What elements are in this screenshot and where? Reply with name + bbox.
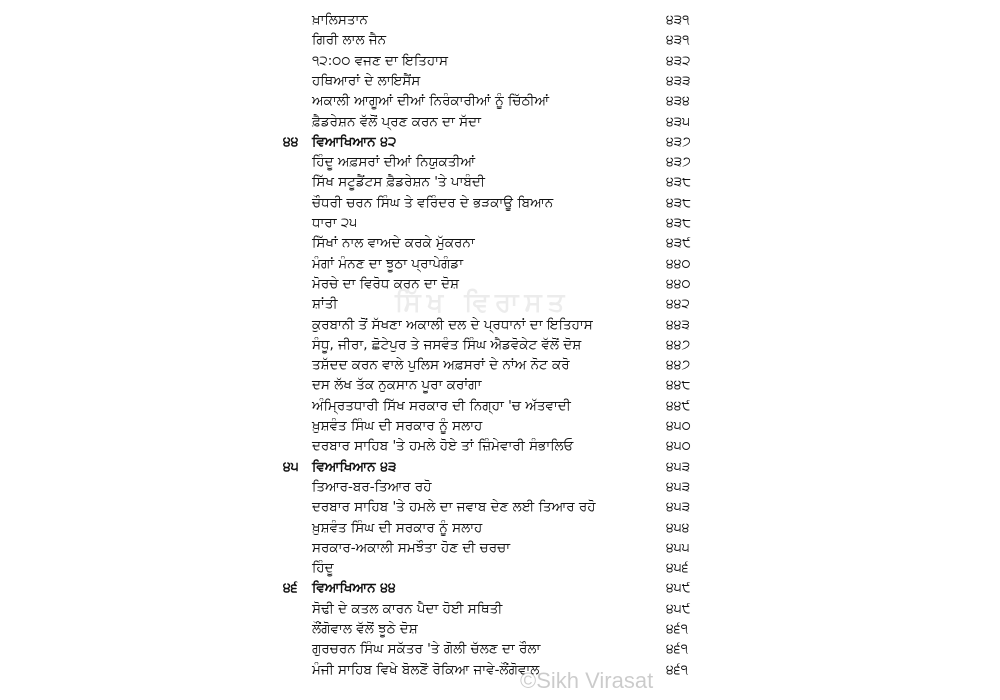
entry-title: ਸ਼ਾਂਤੀ [312, 296, 338, 313]
toc-entry [0, 355, 1000, 375]
page-number: ੪੩੧ [666, 12, 690, 28]
toc-entry [0, 538, 1000, 558]
copyright-notice: ©Sikh Virasat [520, 668, 654, 693]
chapter-number: ੪੬ [283, 580, 298, 597]
toc-entry [0, 375, 1000, 395]
page-number: ੪੫੯ [666, 580, 691, 597]
toc-entry [0, 660, 1000, 680]
toc-entry [0, 10, 1000, 30]
page-number: ੪੩੫ [666, 113, 691, 130]
chapter-title: ਵਿਆਖਿਆਨ ੪੩ [312, 458, 397, 475]
entry-title: ਅਕਾਲੀ ਆਗੂਆਂ ਦੀਆਂ ਨਿਰੰਕਾਰੀਆਂ ਨੂੰ ਚਿੱਠੀਆਂ [312, 93, 550, 110]
toc-entry [0, 213, 1000, 233]
entry-title: ਫ਼ੈਡਰੇਸ਼ਨ ਵੱਲੋਂ ਪ੍ਰਣ ਕਰਨ ਦਾ ਸੱਦਾ [312, 113, 481, 130]
toc-entry [0, 91, 1000, 111]
entry-title: ਸਰਕਾਰ-ਅਕਾਲੀ ਸਮਝੌਤਾ ਹੋਣ ਦੀ ਚਰਚਾ [312, 539, 511, 556]
entry-title: ਲੌਂਗੋਵਾਲ ਵੱਲੋਂ ਝੂਠੇ ਦੋਸ਼ [312, 621, 418, 637]
entry-title: ਸੋਢੀ ਦੇ ਕਤਲ ਕਾਰਨ ਪੈਦਾ ਹੋਈ ਸਥਿਤੀ [312, 600, 503, 617]
entry-title: ਸਿੱਖਾਂ ਨਾਲ ਵਾਅਦੇ ਕਰਕੇ ਮੁੱਕਰਨਾ [312, 235, 475, 252]
page-number: ੪੫੪ [666, 519, 690, 536]
entry-title: ਹਥਿਆਰਾਂ ਦੇ ਲਾਇਸੈਂਸ [312, 72, 421, 89]
page-number: ੪੩੪ [666, 93, 690, 110]
entry-title: ਖ਼ੁਸ਼ਵੰਤ ਸਿੰਘ ਦੀ ਸਰਕਾਰ ਨੂੰ ਸਲਾਹ [312, 519, 483, 536]
entry-title: ਦਰਬਾਰ ਸਾਹਿਬ 'ਤੇ ਹਮਲੇ ਦਾ ਜਵਾਬ ਦੇਣ ਲਈ ਤਿਆਰ ਰਹੋ [312, 499, 596, 516]
toc-entry [0, 335, 1000, 355]
toc-chapter-row [0, 578, 1000, 598]
page-number: ੪੪੦ [666, 255, 691, 272]
toc-entry [0, 396, 1000, 416]
toc-chapter-row [0, 457, 1000, 477]
chapter-title: ਵਿਆਖਿਆਨ ੪੪ [312, 580, 396, 597]
page-number: ੪੪੯ [666, 397, 691, 414]
entry-title: ਦਰਬਾਰ ਸਾਹਿਬ 'ਤੇ ਹਮਲੇ ਹੋਏ ਤਾਂ ਜ਼ਿੰਮੇਵਾਰੀ ਸੰਭਾਲਿਓ [312, 438, 574, 455]
page-number: ੪੩੯ [666, 235, 692, 252]
toc-entry [0, 112, 1000, 132]
page-number: ੪੫੩ [666, 478, 691, 495]
page-number: ੪੫੬ [666, 560, 689, 577]
entry-title: ਹਿੰਦੂ [312, 560, 334, 577]
page-number: ੪੪੭ [666, 336, 691, 353]
page-number: ੪੩੧ [666, 32, 690, 49]
page-number: ੪੬੧ [666, 661, 688, 678]
chapter-number: ੪੫ [283, 458, 299, 475]
toc-entry [0, 436, 1000, 456]
toc-entry [0, 619, 1000, 639]
page-number: ੪੬੧ [666, 621, 688, 637]
page-number: ੪੪੩ [666, 316, 690, 333]
entry-title: ਮੰਜੀ ਸਾਹਿਬ ਵਿਖੇ ਬੋਲਣੋਂ ਰੋਕਿਆ ਜਾਵੇ-ਲੌਂਗੋਵਾਲ [312, 661, 540, 678]
page-number: ੪੩੭ [666, 154, 691, 171]
watermark: ਸਿੱਖ ਵਿਰਾਸਤ [395, 288, 571, 318]
toc-entry [0, 152, 1000, 172]
page-number: ੪੬੧ [666, 641, 688, 658]
page-number: ੪੩੩ [666, 72, 691, 89]
page-number: ੪੫੯ [666, 600, 691, 617]
toc-entry [0, 477, 1000, 497]
toc-entry [0, 71, 1000, 91]
entry-title: ੧੨:੦੦ ਵਜਣ ਦਾ ਇਤਿਹਾਸ [312, 52, 449, 69]
toc-entry [0, 51, 1000, 71]
page-number: ੪੪੮ [666, 377, 691, 394]
entry-title: ਦਸ ਲੱਖ ਤੱਕ ਨੁਕਸਾਨ ਪੂਰਾ ਕਰਾਂਗਾ [312, 377, 482, 394]
entry-title: ਅੰਮ੍ਰਿਤਧਾਰੀ ਸਿੱਖ ਸਰਕਾਰ ਦੀ ਨਿਗ੍ਹਾ 'ਚ ਅੱਤਵਾਦੀ [312, 397, 571, 414]
entry-title: ਸੰਧੂ, ਜੀਰਾ, ਛੋਟੇਪੁਰ ਤੇ ਜਸਵੰਤ ਸਿੰਘ ਐਡਵੋਕੇਟ ਵੱਲੋਂ ਦੋਸ਼ [312, 336, 582, 353]
toc-chapter-row [0, 132, 1000, 152]
toc-entry [0, 254, 1000, 274]
entry-title: ਚੌਧਰੀ ਚਰਨ ਸਿੰਘ ਤੇ ਵਰਿੰਦਰ ਦੇ ਭੜਕਾਊ ਬਿਆਨ [312, 194, 554, 211]
page-number: ੪੪੦ [666, 275, 691, 292]
page-number: ੪੪੭ [666, 357, 691, 374]
page-number: ੪੩੮ [666, 194, 692, 211]
page-number: ੪੫੦ [666, 418, 691, 434]
toc-entry [0, 599, 1000, 619]
entry-title: ਹਿੰਦੂ ਅਫ਼ਸਰਾਂ ਦੀਆਂ ਨਿਯੁਕਤੀਆਂ [312, 154, 476, 171]
entry-title: ਮੋਰਚੇ ਦਾ ਵਿਰੋਧ ਕਰਨ ਦਾ ਦੋਸ਼ [312, 275, 460, 292]
entry-title: ਧਾਰਾ ੨੫ [312, 215, 358, 231]
page-number: ੪੫੫ [666, 539, 690, 556]
toc-entry [0, 30, 1000, 50]
entry-title: ਗੁਰਚਰਨ ਸਿੰਘ ਸਕੱਤਰ 'ਤੇ ਗੋਲੀ ਚੱਲਣ ਦਾ ਰੌਲਾ [312, 641, 541, 658]
entry-title: ਕੁਰਬਾਨੀ ਤੋਂ ਸੱਖਣਾ ਅਕਾਲੀ ਦਲ ਦੇ ਪ੍ਰਧਾਨਾਂ ਦਾ ਇਤਿਹਾਸ [312, 316, 593, 333]
chapter-title: ਵਿਆਖਿਆਨ ੪੨ [312, 133, 397, 150]
chapter-number: ੪੪ [283, 133, 299, 150]
entry-title: ਸਿੱਖ ਸਟੂਡੈਂਟਸ ਫ਼ੈਡਰੇਸ਼ਨ 'ਤੇ ਪਾਬੰਦੀ [312, 174, 485, 191]
toc-entry [0, 233, 1000, 253]
page-number: ੪੩੭ [666, 133, 691, 150]
toc-entry [0, 497, 1000, 517]
entry-title: ਮੰਗਾਂ ਮੰਨਣ ਦਾ ਝੂਠਾ ਪ੍ਰਾਪੇਗੰਡਾ [312, 255, 464, 272]
page-number: ੪੫੦ [666, 438, 691, 455]
toc-entry [0, 172, 1000, 192]
toc-entry [0, 416, 1000, 436]
page-number: ੪੫੩ [666, 499, 691, 516]
entry-title: ਗਿਰੀ ਲਾਲ ਜੈਨ [312, 32, 387, 49]
toc-entry [0, 639, 1000, 659]
page-number: ੪੫੩ [666, 458, 691, 475]
page-number: ੪੩੮ [666, 215, 692, 231]
toc-entry [0, 518, 1000, 538]
page-number: ੪੪੨ [666, 296, 690, 313]
toc-entry [0, 558, 1000, 578]
entry-title: ਤਸ਼ੱਦਦ ਕਰਨ ਵਾਲੇ ਪੁਲਿਸ ਅਫ਼ਸਰਾਂ ਦੇ ਨਾਂਅ ਨੋਟ ਕਰੋ [312, 357, 570, 374]
entry-title: ਖ਼ਾਲਿਸਤਾਨ [312, 12, 368, 28]
toc-entry [0, 193, 1000, 213]
page-number: ੪੩੮ [666, 174, 692, 191]
entry-title: ਖ਼ੁਸ਼ਵੰਤ ਸਿੰਘ ਦੀ ਸਰਕਾਰ ਨੂੰ ਸਲਾਹ [312, 418, 483, 434]
entry-title: ਤਿਆਰ-ਬਰ-ਤਿਆਰ ਰਹੋ [312, 478, 432, 495]
page-number: ੪੩੨ [666, 52, 691, 69]
